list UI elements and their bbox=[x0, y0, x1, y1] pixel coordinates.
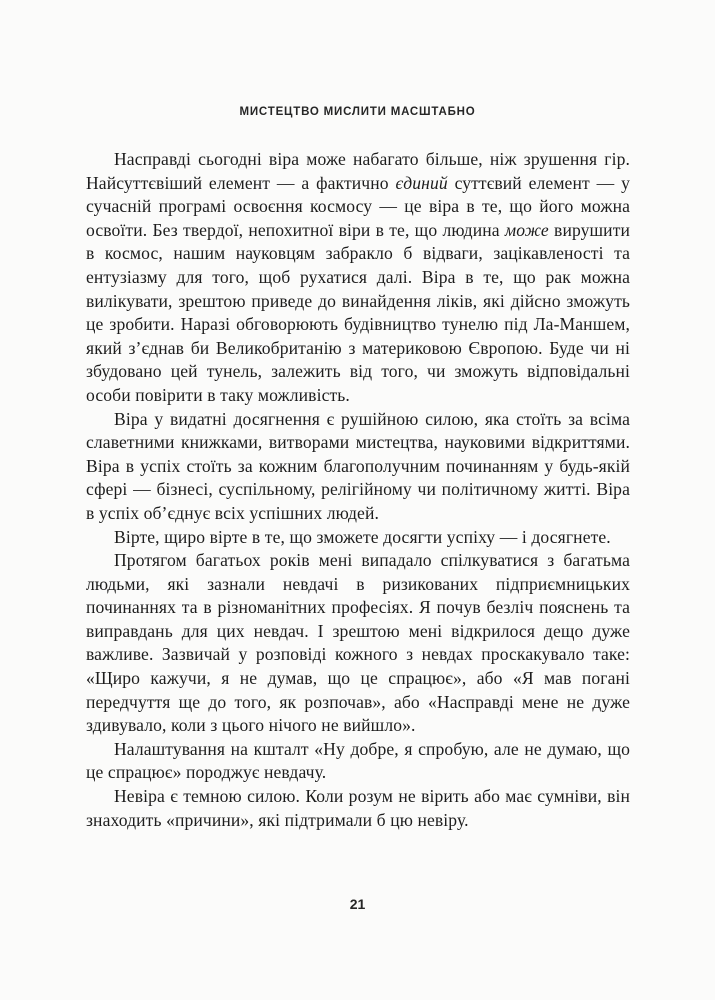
italic-text-run: єдиний bbox=[395, 172, 448, 193]
paragraph bbox=[86, 408, 630, 526]
running-header-title: МИСТЕЦТВО МИСЛИТИ МАСШТАБНО bbox=[239, 106, 476, 118]
paragraph bbox=[86, 148, 630, 408]
paragraph bbox=[86, 549, 630, 738]
text-run: вирушити в космос, нашим науковцям забракло б відваги, зацікавленості та ентузіазму для того, щоб рухатися далі. Віра в те, що рак можна вилікувати, зрештою приведе до винайдення ліків, які дійсно зможуть це зробити. Наразі обговорюють будівництво тунелю під Ла-Маншем, який з’єднав би Великобританію з материковою Європою. Буде чи ні збудовано цей тунель, залежить від того, чи зможуть відповідальні особи повірити в таку можливість. bbox=[86, 219, 631, 405]
text-run: суттєвий елемент — у сучасній програмі освоєння космосу — це віра в те, що його можна освоїти. Без твердої, непохитної віри в те, що людина bbox=[86, 172, 631, 240]
text-run: Протягом багатьох років мені випадало спілкуватися з багатьма людьми, які зазнали невдачі в ризикованих підприємницьких починаннях та в різноманітних професіях. Я почув безліч пояснень та виправдань для цих невдач. І зрештою мені відкрилося дещо дуже важливе. Зазвичай у розповіді кожного з невдах проскакувало таке: «Щиро кажучи, я не думав, що це спрацює», або «Я мав погані передчуття ще до того, як розпочав», або «Насправді мене не дуже здивувало, коли з цього нічого не вийшло». bbox=[86, 550, 630, 736]
paragraph bbox=[86, 785, 630, 832]
paragraph bbox=[86, 526, 630, 550]
text-run: Вірте, щиро вірте в те, що зможете досягти успіху — і досягнете. bbox=[114, 526, 611, 547]
body-text bbox=[86, 148, 630, 832]
page-number: 21 bbox=[349, 896, 366, 912]
text-run: Невіра є темною силою. Коли розум не вірить або має сумніви, він знаходить «причини», які підтримали б цю невіру. bbox=[86, 786, 630, 830]
italic-text-run: може bbox=[504, 219, 549, 240]
text-run: Налаштування на кшталт «Ну добре, я спробую, але не думаю, що це спрацює» породжує невдачу. bbox=[86, 738, 630, 783]
text-run: Насправді сьогодні віра може набагато більше, ніж зрушення гір. Найсуттєвіший елемент — а фактично bbox=[86, 149, 630, 193]
text-run: Віра у видатні досягнення є рушійною силою, яка стоїть за всіма славетними книжками, витворами мистецтва, науковими відкриттями. Віра в успіх стоїть за кожним благополучним починанням у будь-якій сфері — бізнесі, суспільному, релігійному чи політичному житті. Віра в успіх об’єднує всіх успішних людей. bbox=[86, 408, 630, 523]
paragraph bbox=[86, 738, 630, 785]
